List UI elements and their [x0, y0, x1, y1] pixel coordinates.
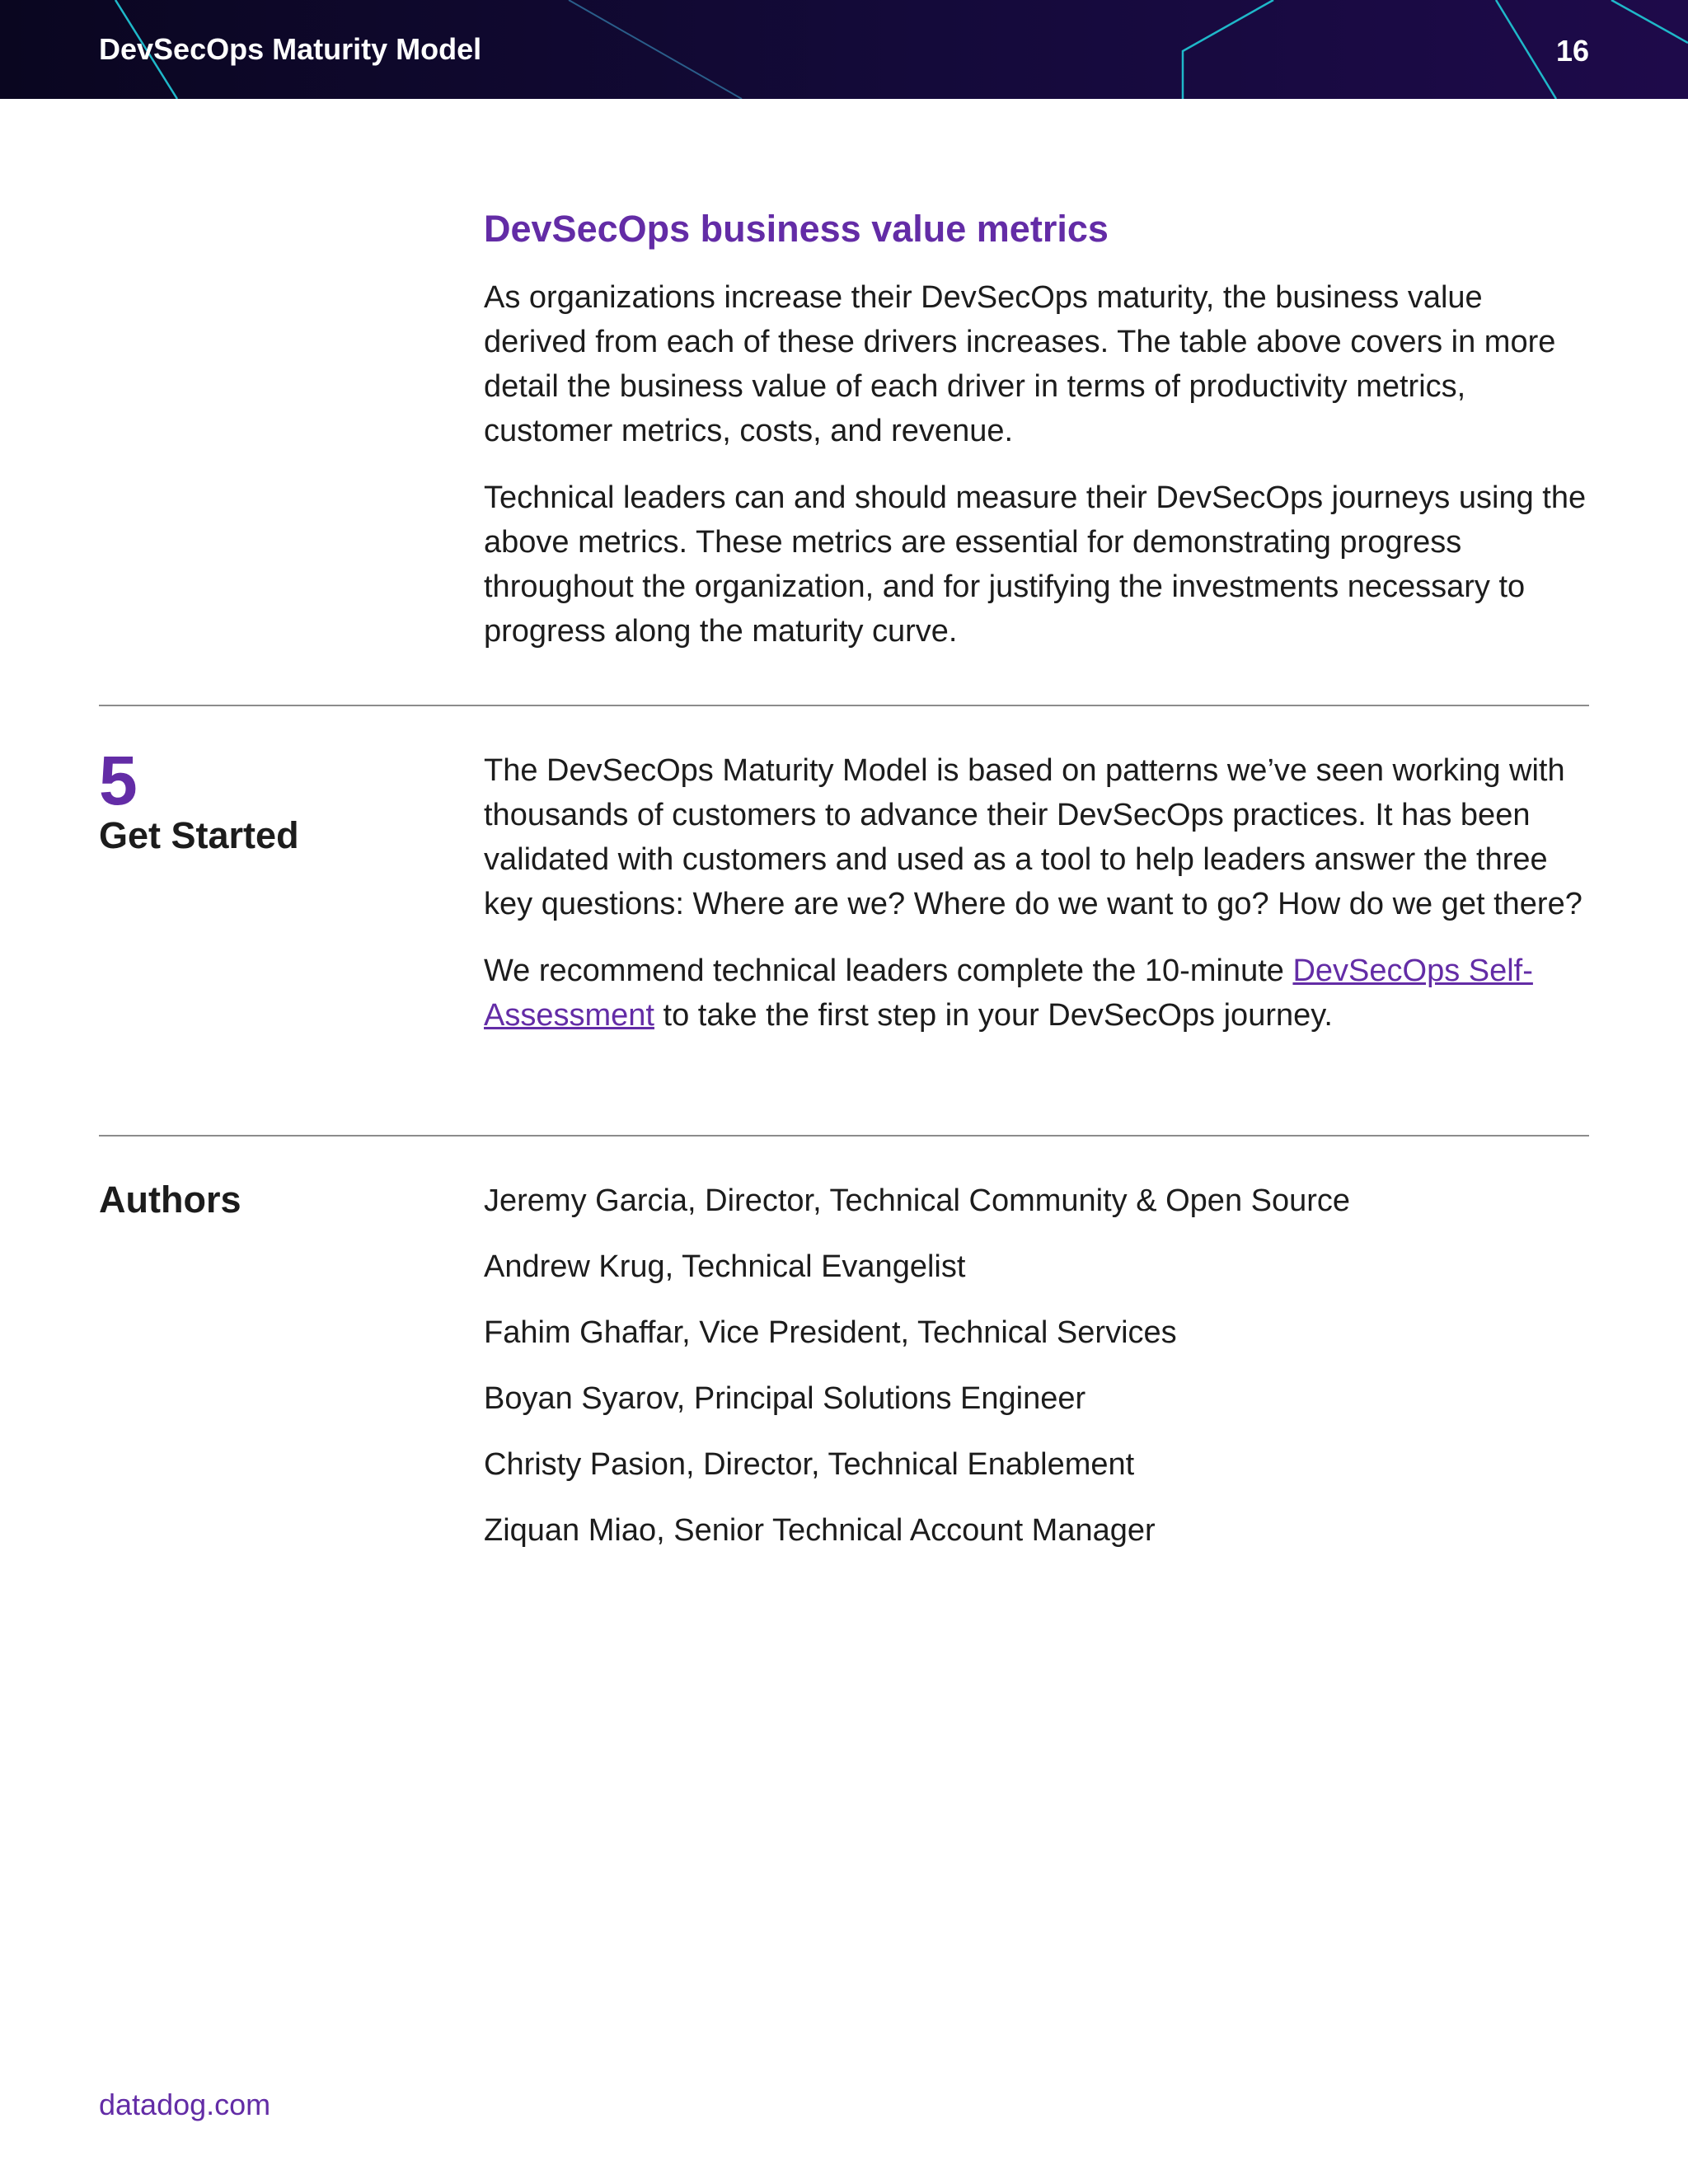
page-header: [0, 0, 1688, 99]
get-started-text-after-link: to take the first step in your DevSecOps journey.: [654, 998, 1333, 1033]
author-item: Andrew Krug, Technical Evangelist: [484, 1249, 966, 1284]
document-title: DevSecOps Maturity Model: [99, 32, 482, 66]
business-value-paragraph-2: Technical leaders can and should measure their DevSecOps journeys using the above metrics. These metrics are essential for demonstrating progress throughout the organization, and for justifying the investments necessary to progress along the maturity curve.: [484, 480, 1587, 649]
footer-website-link[interactable]: datadog.com: [99, 2088, 271, 2121]
self-assessment-link[interactable]: DevSecOps Self-Assessment: [484, 954, 1533, 1033]
business-value-paragraph-1: As organizations increase their DevSecOps maturity, the business value derived from each of these drivers increases. The table above covers in more detail the business value of each driver in terms of productivity metrics, customer metrics, costs, and revenue.: [484, 280, 1556, 448]
authors-heading: Authors: [99, 1179, 241, 1221]
author-item: Ziquan Miao, Senior Technical Account Manager: [484, 1513, 1156, 1548]
section-divider: [99, 705, 1589, 706]
author-item: Boyan Syarov, Principal Solutions Engineer: [484, 1381, 1086, 1416]
authors-list: [484, 1179, 1588, 1574]
get-started-paragraph-2: [484, 949, 1588, 1038]
section-number: 5: [99, 742, 138, 819]
section-title-get-started: Get Started: [99, 814, 299, 856]
author-item: Christy Pasion, Director, Technical Enablement: [484, 1447, 1135, 1482]
get-started-body: [484, 748, 1588, 1060]
page-number: 16: [1555, 34, 1589, 68]
author-item: Fahim Ghaffar, Vice President, Technical Services: [484, 1315, 1177, 1350]
get-started-paragraph-1: The DevSecOps Maturity Model is based on patterns we’ve seen working with thousands of customers to advance their DevSecOps practices. It has been validated with customers and used as a tool to help leaders answer the three key questions: Where are we? Where do we want to go? How do we get there?: [484, 753, 1582, 921]
business-value-body: [484, 275, 1588, 676]
business-value-heading: DevSecOps business value metrics: [484, 208, 1109, 250]
get-started-text-before-link: We recommend technical leaders complete the 10-minute: [484, 954, 1293, 988]
author-item: Jeremy Garcia, Director, Technical Community & Open Source: [484, 1183, 1351, 1218]
section-divider: [99, 1135, 1589, 1137]
